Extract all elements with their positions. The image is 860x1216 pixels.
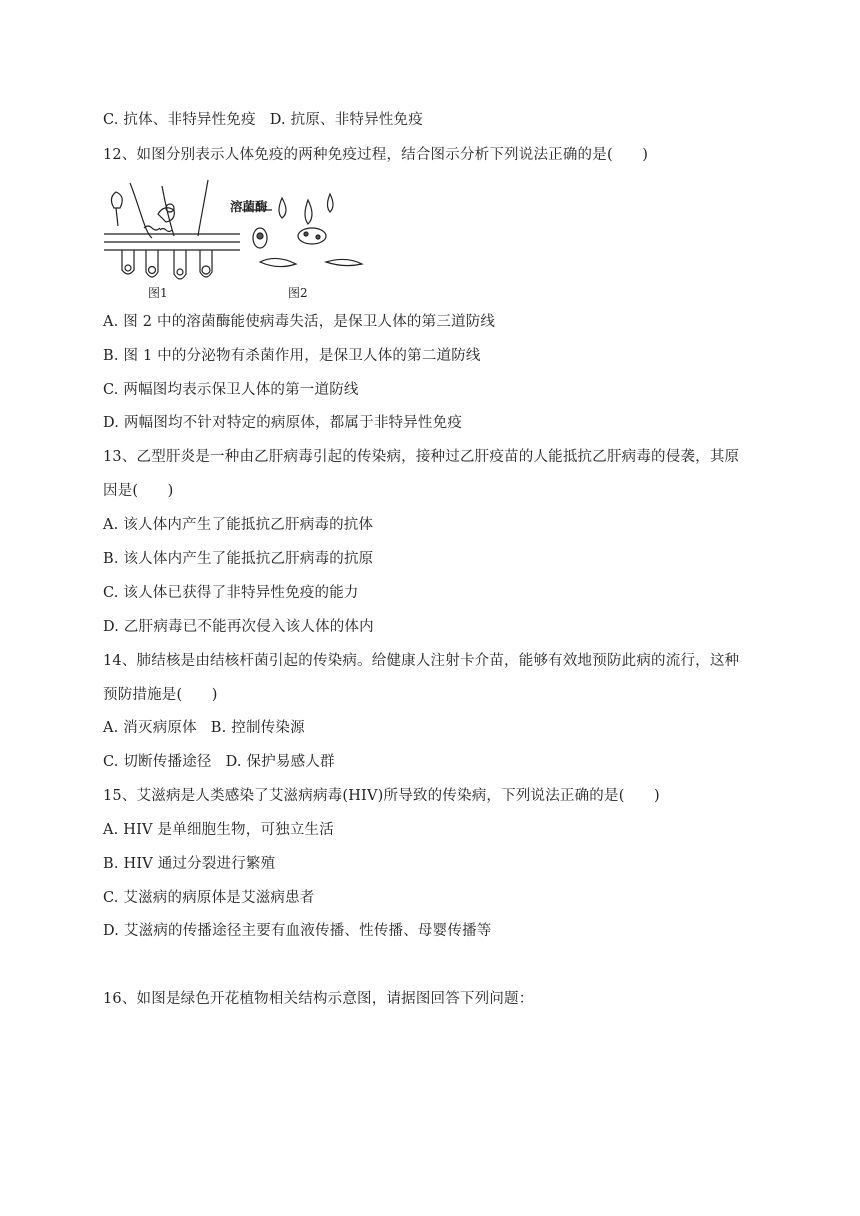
fig1-caption: 图1 — [148, 286, 168, 300]
q12-stem: 12、如图分别表示人体免疫的两种免疫过程，结合图示分析下列说法正确的是( ) — [103, 147, 649, 163]
q15-option-b: B. HIV 通过分裂进行繁殖 — [103, 856, 276, 872]
q12-option-a: A. 图 2 中的溶菌酶能使病毒失活，是保卫人体的第三道防线 — [103, 314, 496, 330]
fig2-caption: 图2 — [288, 286, 308, 300]
lysozyme-label: 溶菌酶 — [230, 199, 268, 214]
q13-stem-line1: 13、乙型肝炎是一种由乙肝病毒引起的传染病，接种过乙肝疫苗的人能抵抗乙肝病毒的侵袭，其原 — [103, 449, 740, 465]
q14-option-c: C. 切断传播途径 — [103, 754, 212, 770]
q14-option-a: A. 消灭病原体 — [103, 720, 197, 736]
q14-option-d: D. 保护易感人群 — [225, 754, 335, 770]
q11-option-d: D. 抗原、非特异性免疫 — [269, 112, 423, 128]
q12-option-b: B. 图 1 中的分泌物有杀菌作用，是保卫人体的第二道防线 — [103, 348, 481, 364]
q13-stem-line2: 因是( ) — [103, 483, 174, 499]
q13-option-b: B. 该人体内产生了能抵抗乙肝病毒的抗原 — [103, 551, 374, 567]
q14-stem-line1: 14、肺结核是由结核杆菌引起的传染病。给健康人注射卡介苗，能够有效地预防此病的流行，这种 — [103, 653, 740, 669]
q14-options-cd — [103, 752, 335, 772]
q15-option-a: A. HIV 是单细胞生物，可独立生活 — [103, 822, 334, 838]
q12-option-d: D. 两幅图均不针对特定的病原体，都属于非特异性免疫 — [103, 415, 463, 431]
q15-option-d: D. 艾滋病的传播途径主要有血液传播、性传播、母婴传播等 — [103, 923, 492, 939]
q15-option-c: C. 艾滋病的病原体是艾滋病患者 — [103, 890, 315, 906]
fig1-mucosa-drawing — [104, 180, 240, 279]
q16-stem: 16、如图是绿色开花植物相关结构示意图，请据图回答下列问题： — [103, 991, 534, 1007]
immune-process-figure — [100, 178, 375, 303]
q15-stem: 15、艾滋病是人类感染了艾滋病病毒(HIV)所导致的传染病，下列说法正确的是( ) — [103, 788, 660, 804]
q13-option-c: C. 该人体已获得了非特异性免疫的能力 — [103, 585, 359, 601]
q14-stem-line2: 预防措施是( ) — [103, 687, 218, 703]
q11-option-c: C. 抗体、非特异性免疫 — [103, 112, 256, 128]
immune-figure-drawing — [100, 178, 375, 303]
q13-option-d: D. 乙肝病毒已不能再次侵入该人体的体内 — [103, 619, 374, 635]
q13-option-a: A. 该人体内产生了能抵抗乙肝病毒的抗体 — [103, 517, 374, 533]
q12-option-c: C. 两幅图均表示保卫人体的第一道防线 — [103, 382, 359, 398]
q14-option-b: B. 控制传染源 — [210, 720, 305, 736]
q11-options-cd — [103, 110, 423, 130]
q14-options-ab — [103, 718, 305, 738]
